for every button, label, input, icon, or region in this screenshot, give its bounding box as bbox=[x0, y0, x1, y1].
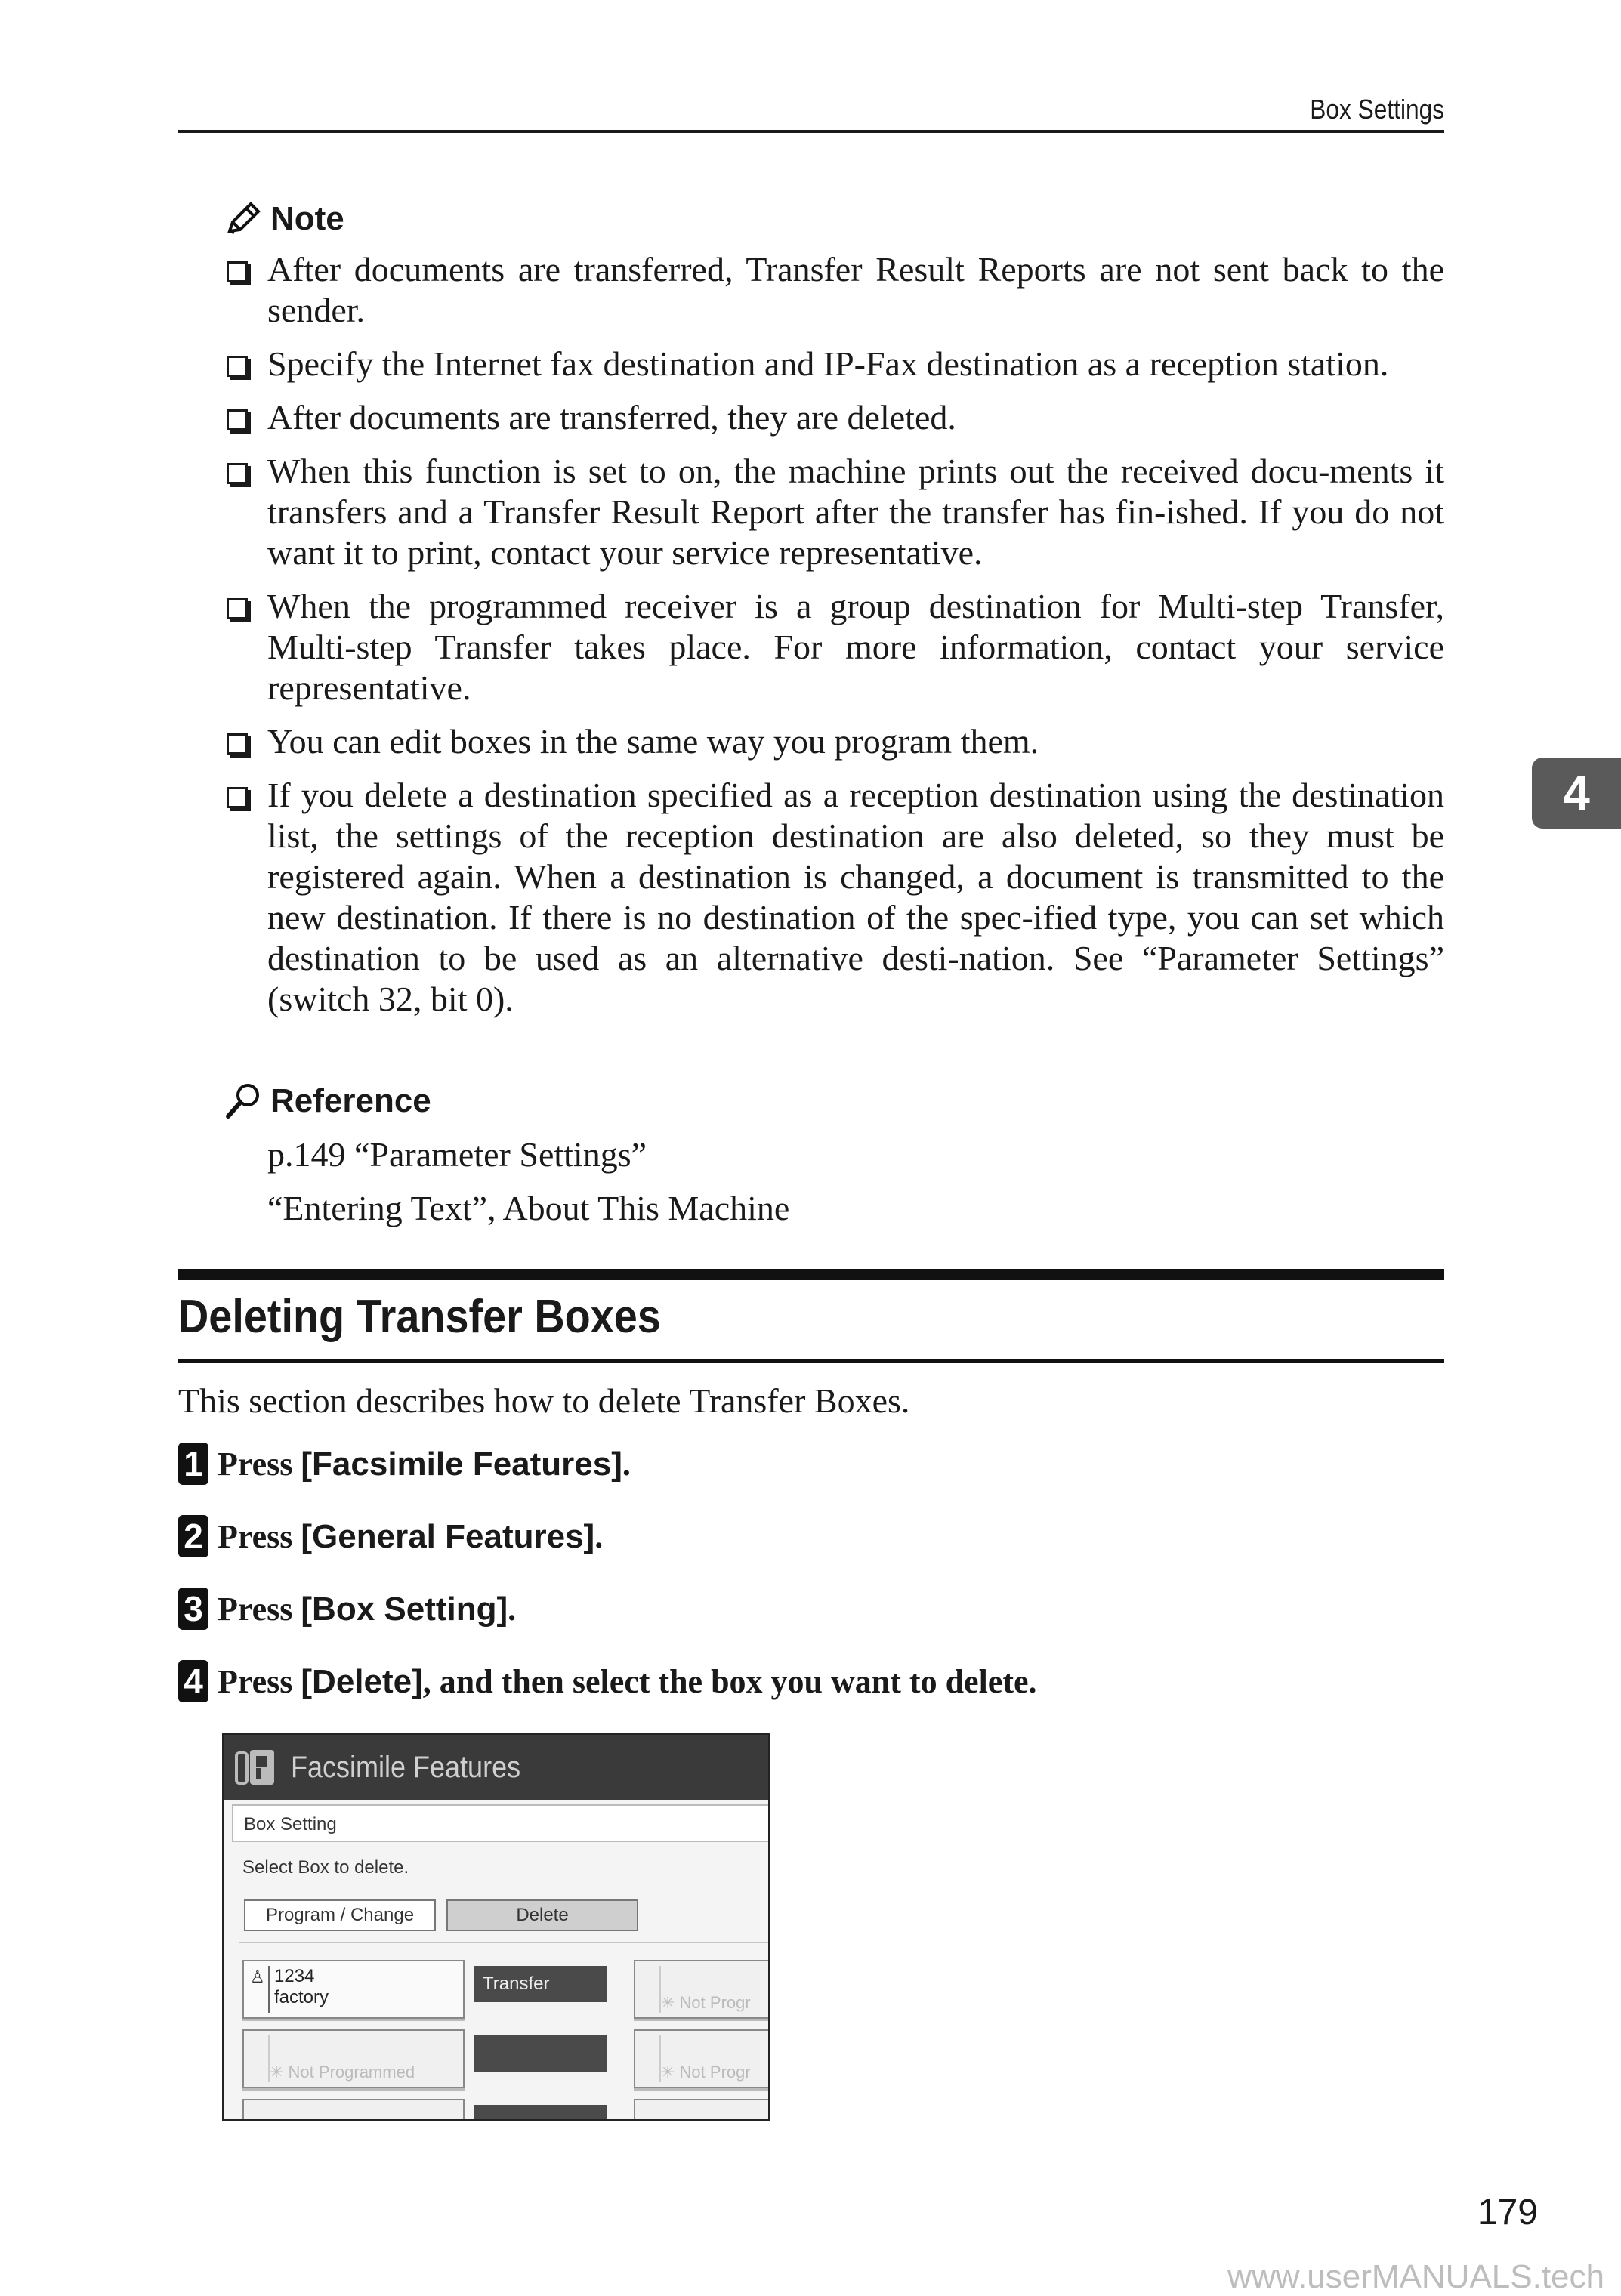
note-text: If you delete a destination specified as a reception destination using the destination list, the settings of the reception destination are also deleted, so they must be registered again. When a destination is changed, a document is transmitted to the new destination. If there is no destination of the spec-ified type, you can set which destination to be used as an alternative desti-nation. See “Parameter Settings” (switch 32, bit 0). bbox=[267, 776, 1444, 1018]
note-list bbox=[224, 249, 1444, 1032]
screen-message: Select Box to delete. bbox=[242, 1857, 409, 1878]
box-item-empty[interactable] bbox=[634, 2099, 770, 2121]
lock-icon: ♙ bbox=[250, 1967, 265, 1986]
note-item bbox=[224, 451, 1444, 573]
watermark: www.userMANUALS.tech bbox=[1227, 2258, 1604, 2295]
step-number: 2 bbox=[178, 1515, 208, 1557]
note-text: After documents are transferred, Transfer Result Reports are not sent back to the sender. bbox=[267, 250, 1444, 329]
button-reference: [Box Setting] bbox=[301, 1590, 508, 1628]
box-type-badge: Transfer bbox=[474, 1966, 607, 2002]
note-heading bbox=[224, 199, 344, 239]
screen-subtitle: Box Setting bbox=[232, 1804, 770, 1842]
step-2 bbox=[178, 1515, 603, 1557]
checkbox-bullet-icon bbox=[227, 787, 248, 808]
reference-list bbox=[267, 1134, 789, 1242]
screen-divider bbox=[239, 1942, 768, 1943]
not-programmed-label: ✳ Not Progr bbox=[661, 2063, 751, 2082]
checkbox-bullet-icon bbox=[227, 598, 248, 619]
note-text: When this function is set to on, the machine prints out the received docu-ments it transfers and a Transfer Result Report after the transfer has fin-ished. If you do not want it to print, contact your service representative. bbox=[267, 452, 1444, 572]
box-type-badge-empty bbox=[474, 2105, 607, 2121]
page-number: 179 bbox=[1477, 2193, 1538, 2233]
section-title: Deleting Transfer Boxes bbox=[178, 1291, 661, 1343]
header-rule bbox=[178, 130, 1444, 133]
box-label bbox=[274, 1966, 329, 2008]
reference-heading bbox=[224, 1082, 431, 1121]
not-programmed-label: ✳ Not Progr bbox=[661, 1993, 751, 2012]
box-number: 1234 bbox=[274, 1966, 315, 1986]
note-item bbox=[224, 344, 1444, 384]
note-item bbox=[224, 249, 1444, 331]
note-text: You can edit boxes in the same way you program them. bbox=[267, 722, 1039, 761]
fax-icon bbox=[233, 1747, 279, 1788]
step-4 bbox=[178, 1660, 1037, 1702]
note-text: When the programmed receiver is a group destination for Multi-step Transfer, Multi-step Transfer takes place. For more information, contact your service representative. bbox=[267, 587, 1444, 707]
step-verb: Press bbox=[218, 1445, 293, 1483]
note-item bbox=[224, 586, 1444, 708]
screen-titlebar bbox=[224, 1735, 768, 1800]
box-item-empty[interactable] bbox=[242, 2029, 465, 2088]
reference-link[interactable]: p.149 “Parameter Settings” bbox=[267, 1135, 647, 1174]
checkbox-bullet-icon bbox=[227, 261, 248, 282]
step-1 bbox=[178, 1443, 631, 1485]
note-item bbox=[224, 775, 1444, 1020]
delete-button[interactable]: Delete bbox=[446, 1899, 638, 1931]
step-verb: Press bbox=[218, 1517, 293, 1555]
button-reference: [Facsimile Features] bbox=[301, 1445, 622, 1483]
section-top-bar bbox=[178, 1269, 1444, 1280]
section-rule bbox=[178, 1359, 1444, 1363]
step-number: 1 bbox=[178, 1443, 208, 1485]
not-programmed-label: ✳ Not Programmed bbox=[270, 2063, 415, 2082]
checkbox-bullet-icon bbox=[227, 733, 248, 755]
step-rest: , and then select the box you want to delete. bbox=[422, 1662, 1037, 1700]
note-item bbox=[224, 397, 1444, 438]
box-name: factory bbox=[274, 1987, 329, 2007]
step-number: 3 bbox=[178, 1588, 208, 1630]
step-rest: . bbox=[594, 1517, 604, 1555]
step-verb: Press bbox=[218, 1662, 293, 1700]
running-header: Box Settings bbox=[1310, 94, 1444, 125]
step-rest: . bbox=[622, 1445, 631, 1483]
note-text: Specify the Internet fax destination and IP-Fax destination as a reception station. bbox=[267, 344, 1389, 383]
step-rest: . bbox=[508, 1590, 517, 1628]
reference-heading-label: Reference bbox=[270, 1082, 431, 1119]
checkbox-bullet-icon bbox=[227, 356, 248, 377]
step-number: 4 bbox=[178, 1660, 208, 1702]
checkbox-bullet-icon bbox=[227, 409, 248, 430]
program-change-button[interactable]: Program / Change bbox=[244, 1899, 436, 1931]
chapter-tab: 4 bbox=[1532, 758, 1621, 829]
section-intro: This section describes how to delete Transfer Boxes. bbox=[178, 1381, 910, 1420]
facsimile-screen bbox=[222, 1733, 770, 2121]
box-item-empty[interactable] bbox=[242, 2099, 465, 2121]
step-3 bbox=[178, 1588, 516, 1630]
button-reference: [Delete] bbox=[301, 1662, 423, 1700]
note-item bbox=[224, 721, 1444, 762]
box-item-empty[interactable] bbox=[634, 1960, 770, 2019]
step-verb: Press bbox=[218, 1590, 293, 1628]
reference-link[interactable]: “Entering Text”, About This Machine bbox=[267, 1189, 790, 1227]
box-type-badge-empty bbox=[474, 2035, 607, 2072]
screen-title: Facsimile Features bbox=[291, 1750, 521, 1784]
checkbox-bullet-icon bbox=[227, 463, 248, 484]
cell-divider bbox=[268, 1966, 270, 2013]
button-reference: [General Features] bbox=[301, 1517, 595, 1555]
box-item-empty[interactable] bbox=[634, 2029, 770, 2088]
note-text: After documents are transferred, they are deleted. bbox=[267, 398, 956, 437]
note-heading-label: Note bbox=[270, 200, 344, 237]
box-item-1234[interactable] bbox=[242, 1960, 465, 2019]
pencil-icon bbox=[224, 199, 263, 239]
magnifier-icon bbox=[224, 1082, 263, 1121]
